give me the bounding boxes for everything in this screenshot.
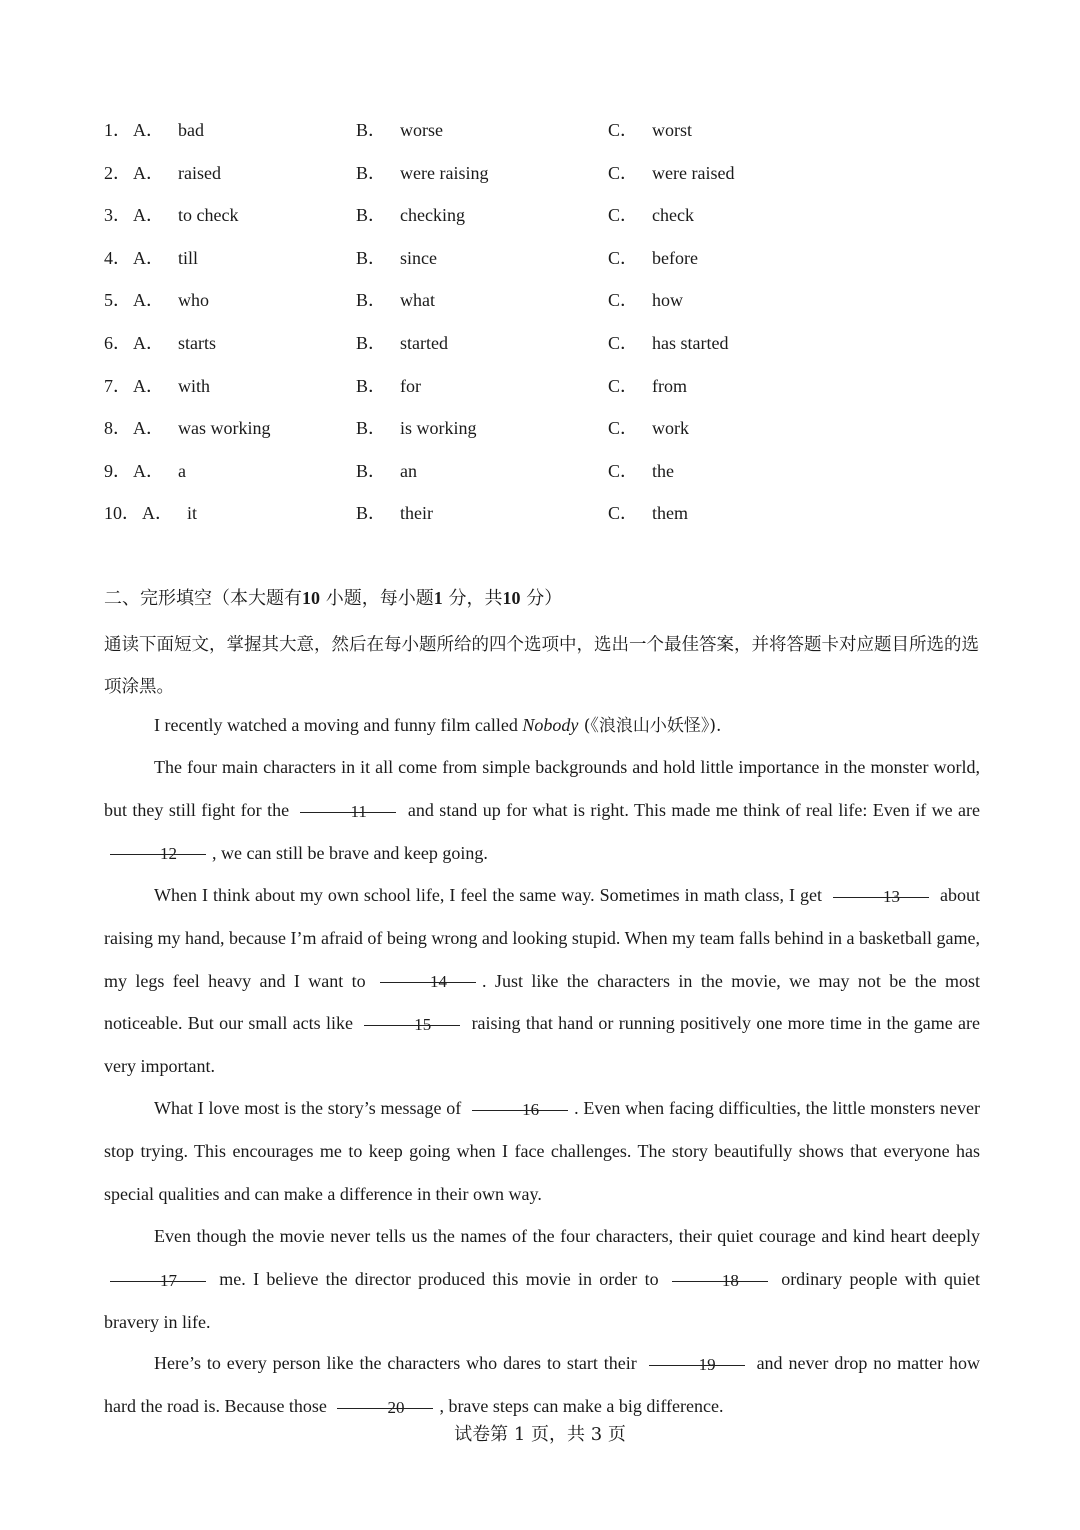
option-c-label: C． <box>608 205 639 226</box>
question-number: 4． <box>104 247 131 268</box>
option-a-text: who <box>178 290 209 311</box>
option-b-label: B． <box>356 333 387 353</box>
blank-number: 12 <box>160 844 177 864</box>
p5-text-c: ordinary people with quiet bravery in life. <box>104 1268 981 1332</box>
option-c <box>608 372 687 398</box>
option-b-text: for <box>400 375 422 396</box>
section-title-mid2: 分，共 <box>448 588 503 609</box>
option-a <box>142 499 197 525</box>
option-row-7 <box>0 372 1080 402</box>
passage-paragraph-2 <box>104 746 980 874</box>
blank-20 <box>337 1398 433 1418</box>
p6-text-a: Here’s to every person like the characters who dares to start their <box>154 1353 637 1373</box>
option-c-text: worst <box>652 120 693 140</box>
option-a <box>133 159 221 185</box>
p6-text-c: , brave steps can make a big difference. <box>439 1395 724 1416</box>
option-c-label: C． <box>608 418 639 439</box>
option-b-text: checking <box>400 205 465 226</box>
option-b-label: B． <box>356 290 387 311</box>
p3-text-a: When I think about my own school life, I feel the same way. Sometimes in math class, I get <box>154 885 823 905</box>
option-b <box>356 372 421 398</box>
option-b <box>356 244 437 270</box>
option-b-text: started <box>400 333 448 353</box>
blank-14 <box>380 972 476 992</box>
option-b-label: B． <box>356 375 387 396</box>
question-number: 3． <box>104 205 131 226</box>
option-b-label: B． <box>356 418 387 439</box>
option-b <box>356 201 465 227</box>
passage-paragraph-4 <box>104 1087 980 1215</box>
option-c-text: before <box>652 247 698 268</box>
p4-text-a: What I love most is the story’s message of <box>154 1098 462 1118</box>
option-b-label: B． <box>356 460 387 481</box>
option-a-label: A． <box>133 120 164 140</box>
option-row-9 <box>0 457 1080 487</box>
film-title-zh: (《浪浪山小妖怪》). <box>578 716 722 736</box>
blank-number: 13 <box>883 886 901 906</box>
p4-text-b: . Even when facing difficulties, the little monsters never stop trying. This encourages me to keep going when I face challenges. The story beautifully shows that everyone has special qualities and can make a difference in their own way. <box>104 1098 980 1204</box>
blank-number: 14 <box>430 972 448 992</box>
option-c <box>608 414 689 440</box>
score-total: 10 <box>502 588 521 608</box>
option-a <box>133 414 271 440</box>
option-row-1 <box>0 116 1080 146</box>
blank-12 <box>110 844 206 864</box>
option-b <box>356 414 477 440</box>
option-row-6 <box>0 329 1080 359</box>
option-a-label: A． <box>133 375 164 396</box>
section-title-suffix: 分） <box>526 588 563 609</box>
blank-number: 20 <box>387 1397 405 1417</box>
option-a-label: A． <box>133 418 164 439</box>
option-row-8 <box>0 414 1080 444</box>
option-a-text: with <box>178 375 211 396</box>
question-number: 8． <box>104 418 131 439</box>
option-a <box>133 244 198 270</box>
blank-number: 19 <box>698 1354 716 1374</box>
option-row-3 <box>0 201 1080 231</box>
option-a-label: A． <box>133 162 164 183</box>
option-c-label: C． <box>608 290 639 311</box>
blank-15 <box>364 1015 460 1035</box>
option-c <box>608 244 698 270</box>
option-c <box>608 329 729 355</box>
option-a <box>133 116 204 142</box>
question-number: 5． <box>104 290 131 311</box>
option-b <box>356 499 433 525</box>
option-a-text: raised <box>178 162 221 183</box>
option-c-label: C． <box>608 120 639 140</box>
option-c <box>608 457 674 483</box>
p5-text-b: me. I believe the director produced this movie in order to <box>219 1268 659 1289</box>
option-c <box>608 499 688 525</box>
blank-number: 18 <box>721 1270 739 1290</box>
passage-paragraph-3 <box>104 874 980 1088</box>
option-a-text: bad <box>178 120 204 140</box>
option-a-label: A． <box>133 460 164 481</box>
option-a <box>133 286 209 312</box>
option-b-label: B． <box>356 503 387 524</box>
option-c <box>608 201 694 227</box>
option-c-text: how <box>652 290 684 311</box>
p2-text-b: and stand up for what is right. This made me think of real life: Even if we are <box>407 799 980 820</box>
option-c-label: C． <box>608 460 639 481</box>
section-instruction: 通读下面短文，掌握其大意，然后在每小题所给的四个选项中，选出一个最佳答案，并将答题卡对应题目所选的选项涂黑。 <box>104 635 979 697</box>
option-b-label: B． <box>356 205 387 226</box>
option-c-text: from <box>652 375 688 396</box>
option-a-label: A． <box>133 290 164 311</box>
option-c <box>608 159 734 185</box>
option-b <box>356 286 435 312</box>
option-a-text: starts <box>178 333 216 353</box>
option-a <box>133 372 210 398</box>
option-b-text: their <box>400 503 434 524</box>
blank-13 <box>833 887 929 907</box>
blank-number: 16 <box>522 1099 540 1119</box>
option-b-text: an <box>400 460 418 481</box>
page-footer: 试卷第 1 页，共 3 页 <box>454 1424 626 1445</box>
option-row-4 <box>0 244 1080 274</box>
option-b <box>356 329 448 355</box>
option-b-text: were raising <box>400 162 489 183</box>
blank-19 <box>649 1355 745 1375</box>
question-number: 6． <box>104 333 131 353</box>
option-c-label: C． <box>608 247 639 268</box>
question-number: 9． <box>104 460 131 481</box>
option-a <box>133 201 238 227</box>
section-title-prefix: 二、完形填空（本大题有 <box>104 588 302 609</box>
passage-paragraph-1 <box>104 704 980 748</box>
option-a <box>133 457 186 483</box>
section-title <box>104 584 984 610</box>
film-title: Nobody <box>522 715 579 735</box>
option-a-text: to check <box>178 205 239 226</box>
question-number: 10． <box>104 503 140 524</box>
blank-16 <box>472 1100 568 1120</box>
option-a-label: A． <box>133 247 164 268</box>
option-a-text: a <box>178 460 186 481</box>
option-c-label: C． <box>608 162 639 183</box>
option-b-text: since <box>400 247 437 268</box>
option-c-label: C． <box>608 333 639 353</box>
question-number: 2． <box>104 162 131 183</box>
option-b <box>356 116 443 142</box>
option-c-text: check <box>652 205 694 226</box>
p1-text: I recently watched a moving and funny film called <box>154 715 523 735</box>
option-b-label: B． <box>356 162 387 183</box>
option-b <box>356 159 488 185</box>
option-c-text: work <box>652 418 690 439</box>
option-b-label: B． <box>356 120 387 140</box>
passage-paragraph-6 <box>104 1342 980 1428</box>
p3-text-b: about raising my hand, because I’m afraid of being wrong and looking stupid. When my team falls behind in a basketball game, my legs feel heavy and I want to <box>104 885 981 991</box>
blank-number: 15 <box>414 1015 432 1035</box>
option-b <box>356 457 417 483</box>
blank-number: 11 <box>350 801 367 821</box>
p3-text-d: raising that hand or running positively one more time in the game are very important. <box>104 1013 981 1077</box>
p6-text-b: and never drop no matter how hard the road is. Because those <box>104 1353 981 1416</box>
option-c <box>608 116 692 142</box>
passage-paragraph-5 <box>104 1215 980 1343</box>
option-a-label: A． <box>142 503 173 524</box>
option-b-text: is working <box>400 418 477 439</box>
blank-11 <box>300 802 396 822</box>
option-c-text: the <box>652 460 675 481</box>
option-row-10 <box>0 499 1080 529</box>
p2-text-c: , we can still be brave and keep going. <box>212 842 488 863</box>
option-b-text: what <box>400 290 436 311</box>
option-row-5 <box>0 286 1080 316</box>
section-title-mid1: 小题，每小题 <box>325 588 434 609</box>
option-row-2 <box>0 159 1080 189</box>
option-c-label: C． <box>608 503 639 524</box>
blank-18 <box>672 1271 768 1291</box>
question-count: 10 <box>302 588 320 608</box>
option-a-text: it <box>187 503 198 524</box>
option-b-text: worse <box>400 120 444 140</box>
option-a-label: A． <box>133 205 164 226</box>
p5-text-a: Even though the movie never tells us the names of the four characters, their quiet courage and kind heart deeply <box>154 1226 980 1246</box>
question-number: 1． <box>104 120 131 140</box>
blank-17 <box>110 1271 206 1291</box>
option-b-label: B． <box>356 247 387 268</box>
option-a-label: A． <box>133 333 164 353</box>
p2-text-a: The four main characters in it all come from simple backgrounds and hold little importance in the monster world, but they still fight for the <box>104 757 980 820</box>
option-c-text: has started <box>652 333 729 353</box>
option-c <box>608 286 683 312</box>
option-c-text: were raised <box>652 162 735 183</box>
option-a-text: till <box>178 247 199 268</box>
option-c-text: them <box>652 503 689 524</box>
question-number: 7． <box>104 375 131 396</box>
score-each: 1 <box>433 588 443 608</box>
option-a <box>133 329 216 355</box>
p3-text-c: . Just like the characters in the movie, we may not be the most noticeable. But our small acts like <box>104 970 980 1034</box>
option-a-text: was working <box>178 418 271 439</box>
blank-number: 17 <box>160 1270 177 1290</box>
option-c-label: C． <box>608 375 639 396</box>
